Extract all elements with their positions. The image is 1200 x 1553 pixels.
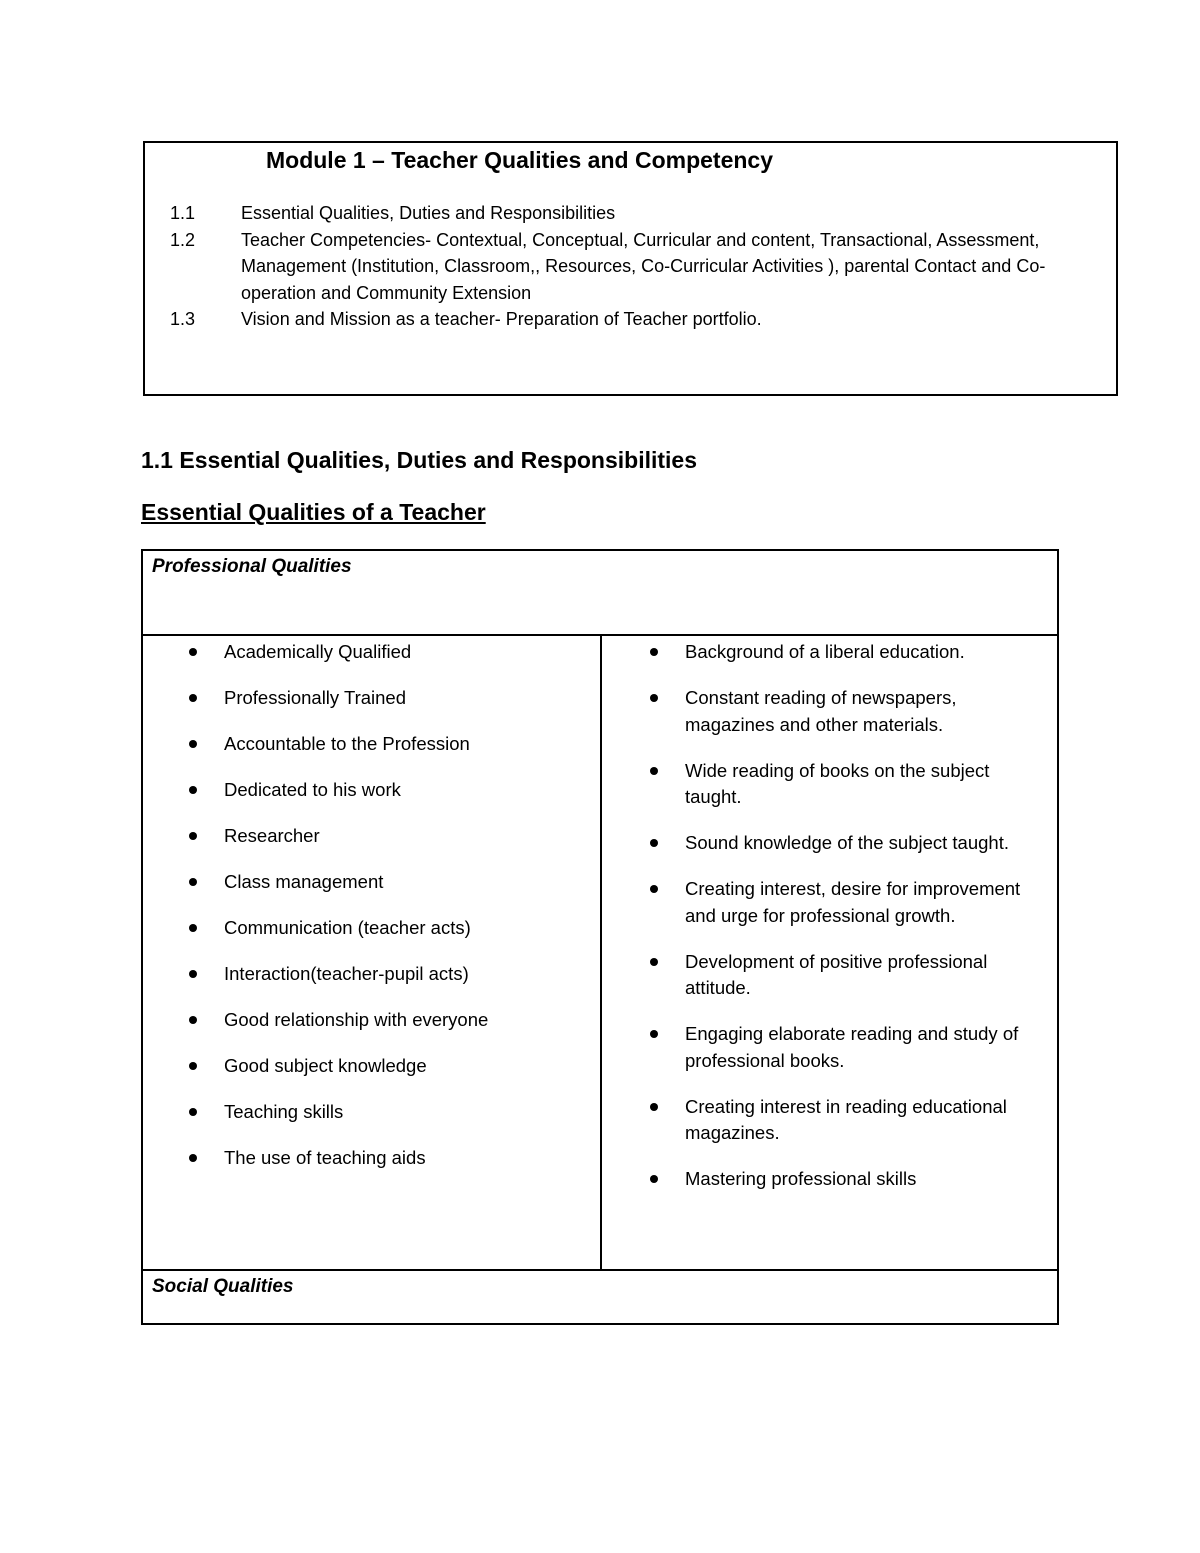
module-topic-item	[170, 306, 1110, 333]
left-column	[143, 636, 602, 1269]
bullet-dot-icon	[189, 740, 197, 748]
module-topic-item	[170, 227, 1110, 307]
bullet-text: Good relationship with everyone	[224, 1009, 489, 1030]
bullet-dot-icon	[189, 878, 197, 886]
module-topic-number: 1.3	[170, 309, 196, 329]
bullet-item	[602, 758, 1042, 811]
bullet-item	[143, 1099, 583, 1126]
bullet-dot-icon	[189, 1062, 197, 1070]
bullet-item	[602, 1094, 1042, 1147]
bullet-item	[143, 1007, 583, 1034]
bullet-dot-icon	[650, 694, 658, 702]
bullet-item	[143, 1053, 583, 1080]
bullet-item	[143, 639, 583, 666]
bullet-text: Interaction(teacher-pupil acts)	[224, 963, 469, 984]
bullet-dot-icon	[650, 885, 658, 893]
bullet-item	[602, 949, 1042, 1002]
bullet-text: Professionally Trained	[224, 687, 407, 708]
module-topic-number: 1.1	[170, 203, 196, 223]
bullet-dot-icon	[189, 648, 197, 656]
bullet-dot-icon	[650, 1030, 658, 1038]
bullet-text: Communication (teacher acts)	[224, 917, 471, 938]
module-topic-number: 1.2	[170, 229, 196, 250]
left-bullet-list	[143, 639, 583, 1191]
bullet-text: Creating interest in reading educational magazines.	[685, 1095, 1007, 1143]
bullet-dot-icon	[650, 1103, 658, 1111]
bullet-item	[143, 777, 583, 804]
bullet-text: The use of teaching aids	[224, 1147, 426, 1168]
bullet-text: Sound knowledge of the subject taught.	[685, 832, 1009, 853]
bullet-dot-icon	[650, 839, 658, 847]
module-summary-box	[143, 141, 1118, 396]
professional-qualities-header	[143, 551, 1057, 636]
professional-qualities-label: Professional Qualities	[152, 556, 352, 577]
bullet-item	[143, 915, 583, 942]
module-topic-list	[170, 200, 1110, 333]
module-topic-text: Vision and Mission as a teacher- Preparation of Teacher portfolio.	[241, 309, 762, 329]
qualities-table	[141, 549, 1059, 1325]
bullet-dot-icon	[650, 1175, 658, 1183]
right-column	[602, 636, 1057, 1269]
bullet-dot-icon	[189, 1154, 197, 1162]
bullet-item	[602, 1021, 1042, 1074]
bullet-dot-icon	[189, 832, 197, 840]
bullet-dot-icon	[189, 924, 197, 932]
bullet-text: Engaging elaborate reading and study of professional books.	[685, 1023, 1019, 1071]
bullet-item	[143, 685, 583, 712]
module-topic-text: Essential Qualities, Duties and Responsibilities	[241, 203, 616, 223]
module-topic-text: Teacher Competencies- Contextual, Conceptual, Curricular and content, Transactional, Assessment, Management (Institution, Classroom,, Resources, Co-Curricular Activities ), parental Contact and Co-operation and Community Extension	[241, 229, 1046, 303]
bullet-text: Class management	[224, 871, 384, 892]
bullet-item	[602, 639, 1042, 666]
bullet-text: Accountable to the Profession	[224, 733, 470, 754]
bullet-dot-icon	[189, 1108, 197, 1116]
bullet-item	[602, 830, 1042, 857]
bullet-dot-icon	[650, 648, 658, 656]
bullet-item	[143, 961, 583, 988]
bullet-item	[143, 869, 583, 896]
bullet-text: Constant reading of newspapers, magazines and other materials.	[685, 687, 957, 735]
bullet-dot-icon	[189, 786, 197, 794]
bullet-item	[602, 876, 1042, 929]
bullet-item	[143, 823, 583, 850]
module-title: Module 1 – Teacher Qualities and Competency	[266, 147, 773, 173]
sub-heading: Essential Qualities of a Teacher	[141, 499, 486, 525]
section-heading: 1.1 Essential Qualities, Duties and Responsibilities	[141, 447, 698, 473]
bullet-text: Academically Qualified	[224, 641, 412, 662]
bullet-dot-icon	[650, 958, 658, 966]
bullet-text: Teaching skills	[224, 1101, 344, 1122]
bullet-dot-icon	[189, 970, 197, 978]
right-bullet-list	[602, 639, 1042, 1212]
bullet-dot-icon	[650, 767, 658, 775]
social-qualities-label: Social Qualities	[152, 1276, 294, 1297]
bullet-item	[602, 1166, 1042, 1193]
bullet-item	[602, 685, 1042, 738]
bullet-text: Dedicated to his work	[224, 779, 401, 800]
bullet-text: Mastering professional skills	[685, 1168, 917, 1189]
module-topic-item	[170, 200, 1110, 227]
bullet-text: Good subject knowledge	[224, 1055, 427, 1076]
bullet-dot-icon	[189, 1016, 197, 1024]
bullet-text: Development of positive professional attitude.	[685, 950, 988, 998]
bullet-text: Creating interest, desire for improvement and urge for professional growth.	[685, 878, 1021, 926]
bullet-text: Researcher	[224, 825, 320, 846]
bullet-text: Background of a liberal education.	[685, 641, 965, 662]
bullet-item	[143, 1145, 583, 1172]
bullet-dot-icon	[189, 694, 197, 702]
social-qualities-row	[143, 1269, 1057, 1323]
bullet-item	[143, 731, 583, 758]
bullet-text: Wide reading of books on the subject taught.	[685, 759, 990, 807]
